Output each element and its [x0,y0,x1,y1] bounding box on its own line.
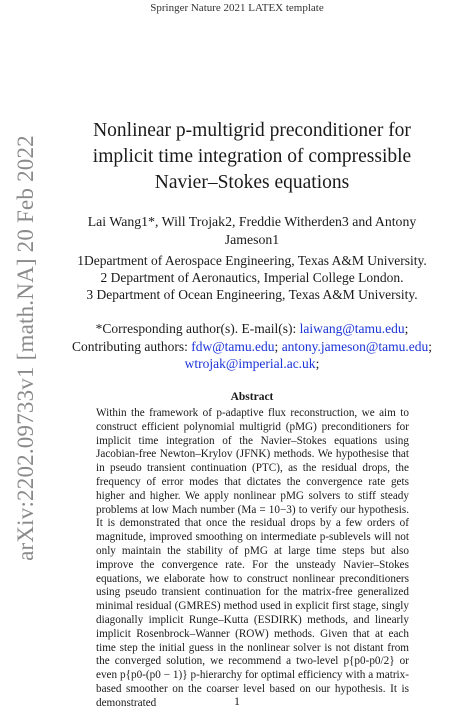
affiliation-2: 2 Department of Aeronautics, Imperial College London. [100,270,404,285]
corresponding-email-link[interactable]: laiwang@tamu.edu [299,321,405,336]
author-list: Lai Wang1*, Will Trojak2, Freddie Witherden3 and Antony Jameson1 [87,214,417,247]
affiliation-1: 1Department of Aerospace Engineering, Texas A&M University. [77,253,427,268]
arxiv-stamp: arXiv:2202.09733v1 [math.NA] 20 Feb 2022 [13,135,38,561]
contributing-email-link-3[interactable]: wtrojak@imperial.ac.uk [184,356,316,371]
contributing-line: Contributing authors: fdw@tamu.edu; antony.jameson@tamu.edu; [72,338,432,354]
page-number: 1 [234,694,240,708]
corresponding-line: *Corresponding author(s). E-mail(s): laiwang@tamu.edu; [95,321,409,336]
affiliation-3: 3 Department of Ocean Engineering, Texas A&M University. [86,287,418,302]
abstract-body: Within the framework of p-adaptive flux reconstruction, we aim to construct efficient polynomial multigrid (pMG) preconditioners for implicit time integration of the Navier–Stokes equations using Jacobian-free Newton–Krylov (JFNK) methods. We hypothesise that in pseudo transient continuation (PTC), as the residual drops, the frequency of error modes that dictates the convergence rate gets higher and higher. We apply nonlinear pMG solvers to stiff steady problems at low Mach number (Ma = 10−3) to verify our hypothesis. It is demonstrated that once the residual drops by a few orders of magnitude, improved smoothing on intermediate p-sublevels will not only maintain the stability of pMG at large time steps but also improve the convergence rate. For the unsteady Navier–Stokes equations, we elaborate how to construct nonlinear preconditioners using pseudo transient continuation for the matrix-free generalized minimal residual (GMRES) method used in explicit first stage, singly diagonally implicit Runge–Kutta (ESDIRK) methods, and linearly implicit Rosenbrock–Wanner (ROW) methods. Given that at each time step the initial guess in the nonlinear solver is not distant from the converged solution, we recommend a two-level p{p0-p0/2} or even p{p0-(p0 − 1)} p-hierarchy for optimal efficiency with a matrix-based smoother on the coarser level based on our hypothesis. It is demonstrated [96,407,409,709]
contributing-label: Contributing authors: [72,338,188,354]
running-head [0,2,474,14]
email-block [62,320,442,373]
abstract-heading: Abstract [230,391,274,403]
affiliations [62,252,442,303]
contributing-email-link-2[interactable]: antony.jameson@tamu.edu [281,338,429,354]
contributing-line-2: wtrojak@imperial.ac.uk; [184,356,320,371]
running-head-text: Springer Nature 2021 LATEX template [150,2,324,14]
paper-title-text: Nonlinear p-multigrid preconditioner for implicit time integration of compressible Navier–Stokes equations [92,120,412,193]
contributing-email-link-1[interactable]: fdw@tamu.edu [191,338,275,354]
corresponding-label: *Corresponding author(s). E-mail(s): [95,321,297,336]
paper-title [70,118,434,196]
